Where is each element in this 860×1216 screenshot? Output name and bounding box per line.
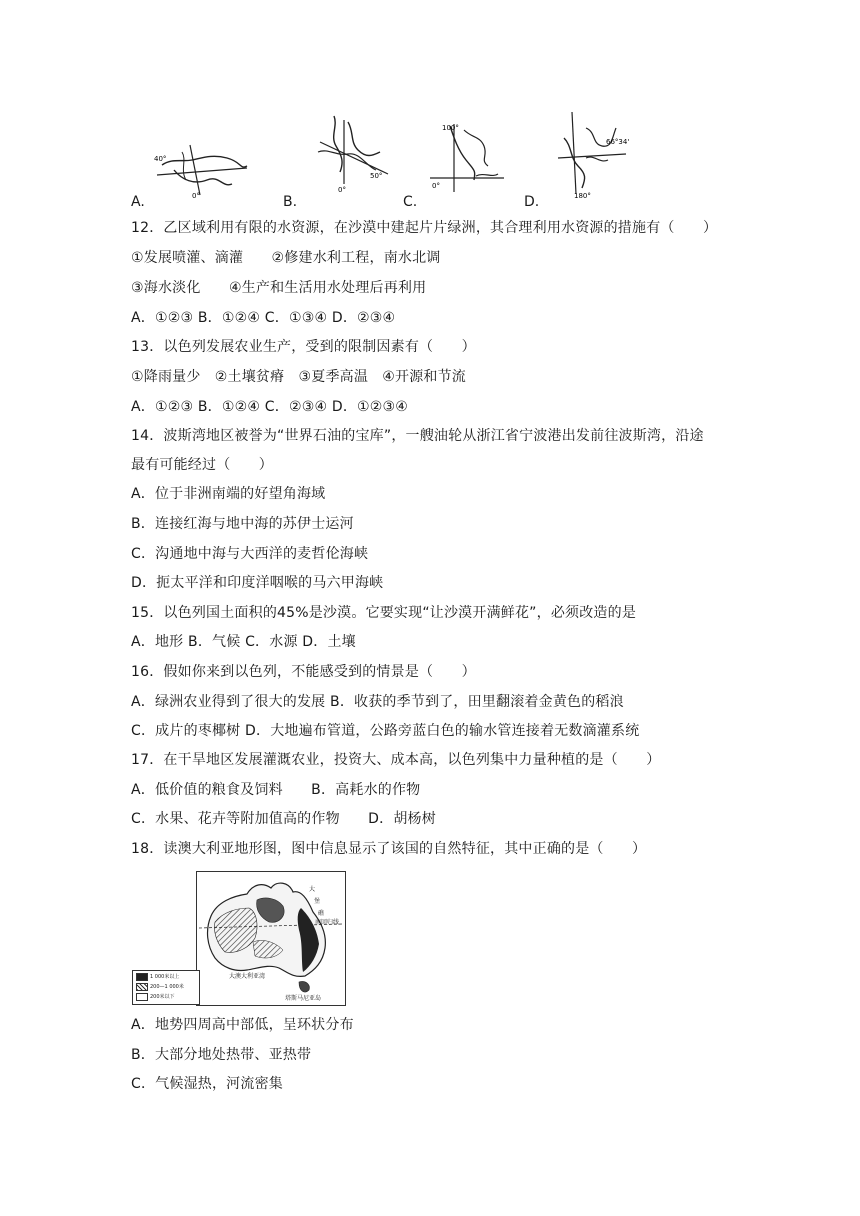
- q16-stem: 16．假如你来到以色列，不能感受到的情景是（ ）: [131, 664, 476, 680]
- map-label-tasmania: 塔斯马尼亚岛: [285, 995, 322, 1002]
- australia-terrain-map: [196, 871, 346, 1006]
- q15-choices: A．地形 B．气候 C．水源 D．土壤: [131, 634, 356, 650]
- legend-swatch-mid: [136, 983, 148, 991]
- q14-option-a: A．位于非洲南端的好望角海域: [131, 486, 326, 502]
- legend-row-mid: [136, 983, 184, 991]
- q14-stem-2: 最有可能经过（ ）: [131, 457, 273, 473]
- q14-option-c: C．沟通地中海与大西洋的麦哲伦海峡: [131, 546, 369, 562]
- q12-choices: A．①②③ B．①②④ C．①③④ D．②③④: [131, 310, 396, 326]
- legend-swatch-high: [136, 973, 148, 981]
- q11-a-lat-label: 40°: [154, 155, 167, 163]
- q11-d-lon-label: 180°: [574, 192, 591, 200]
- q18-option-c: C．气候湿热，河流密集: [131, 1076, 283, 1092]
- q11-d-lat-label: 66°34': [606, 138, 630, 146]
- legend-text-mid: 200—1 000米: [150, 984, 184, 990]
- q14-option-d: D．扼太平洋和印度洋咽喉的马六甲海峡: [131, 575, 384, 591]
- q14-stem-1: 14．波斯湾地区被誉为“世界石油的宝库”，一艘油轮从浙江省宁波港出发前往波斯湾，沿途: [131, 428, 704, 444]
- q11-b-lon-label: 0°: [338, 186, 346, 194]
- q11-option-b-label: B.: [283, 194, 298, 210]
- q13-items: ①降雨量少 ②土壤贫瘠 ③夏季高温 ④开源和节流: [131, 369, 467, 385]
- q18-option-b: B．大部分地处热带、亚热带: [131, 1047, 312, 1063]
- q16-options-cd: C．成片的枣椰树 D．大地遍布管道，公路旁蓝白色的输水管连接着无数滴灌系统: [131, 723, 640, 739]
- q12-stem: 12．乙区域利用有限的水资源，在沙漠中建起片片绿洲，其合理利用水资源的措施有（ ）: [131, 220, 718, 236]
- map-legend: [132, 970, 200, 1005]
- legend-swatch-low: [136, 993, 148, 1001]
- australia-map-drawing: [197, 872, 345, 1005]
- q17-options-cd: C．水果、花卉等附加值高的作物 D．胡杨树: [131, 811, 436, 827]
- q11-option-c-label: C.: [403, 194, 418, 210]
- legend-row-high: [136, 973, 179, 981]
- q11-option-d-sketch: [556, 108, 646, 200]
- legend-row-low: [136, 993, 175, 1001]
- q15-stem: 15．以色列国土面积的45%是沙漠。它要实现“让沙漠开满鲜花”，必须改造的是: [131, 605, 637, 621]
- q18-option-a: A．地势四周高中部低，呈环状分布: [131, 1017, 354, 1033]
- q13-choices: A．①②③ B．①②④ C．②③④ D．①②③④: [131, 399, 409, 415]
- map-label-reef2: 礁: [318, 910, 325, 917]
- q11-a-lon-label: 0°: [192, 192, 200, 200]
- legend-text-low: 200米以下: [150, 994, 175, 1000]
- q11-c-lat-label: 0°: [432, 182, 440, 190]
- q11-option-a-label: A.: [131, 194, 145, 210]
- q11-b-lat-label: 50°: [370, 172, 383, 180]
- q11-c-lon-label: 100°: [442, 124, 459, 132]
- q11-option-b-sketch: [314, 112, 394, 194]
- legend-text-high: 1 000米以上: [150, 974, 180, 980]
- q18-stem: 18．读澳大利亚地形图，图中信息显示了该国的自然特征，其中正确的是（ ）: [131, 841, 647, 857]
- q14-option-b: B．连接红海与地中海的苏伊士运河: [131, 516, 354, 532]
- q12-items-1: ①发展喷灌、滴灌 ②修建水利工程，南水北调: [131, 250, 441, 266]
- q11-option-a-sketch: [152, 140, 252, 200]
- q16-options-ab: A．绿洲农业得到了很大的发展 B．收获的季节到了，田里翻滚着金黄色的稻浪: [131, 694, 624, 710]
- q11-option-c-sketch: [428, 120, 508, 196]
- q13-stem: 13．以色列发展农业生产，受到的限制因素有（ ）: [131, 339, 476, 355]
- q12-items-2: ③海水淡化 ④生产和生活用水处理后再利用: [131, 280, 427, 296]
- map-label-tropic: 南回归线: [315, 919, 340, 926]
- q17-stem: 17．在干旱地区发展灌溉农业，投资大、成本高，以色列集中力量种植的是（ ）: [131, 752, 661, 768]
- map-label-bight: 大澳大利亚湾: [229, 973, 266, 980]
- map-label-reef: 堡: [314, 898, 321, 905]
- map-label-sea: 大: [309, 886, 316, 893]
- q11-option-d-label: D.: [524, 194, 540, 210]
- q17-options-ab: A．低价值的粮食及饲料 B．高耗水的作物: [131, 782, 421, 798]
